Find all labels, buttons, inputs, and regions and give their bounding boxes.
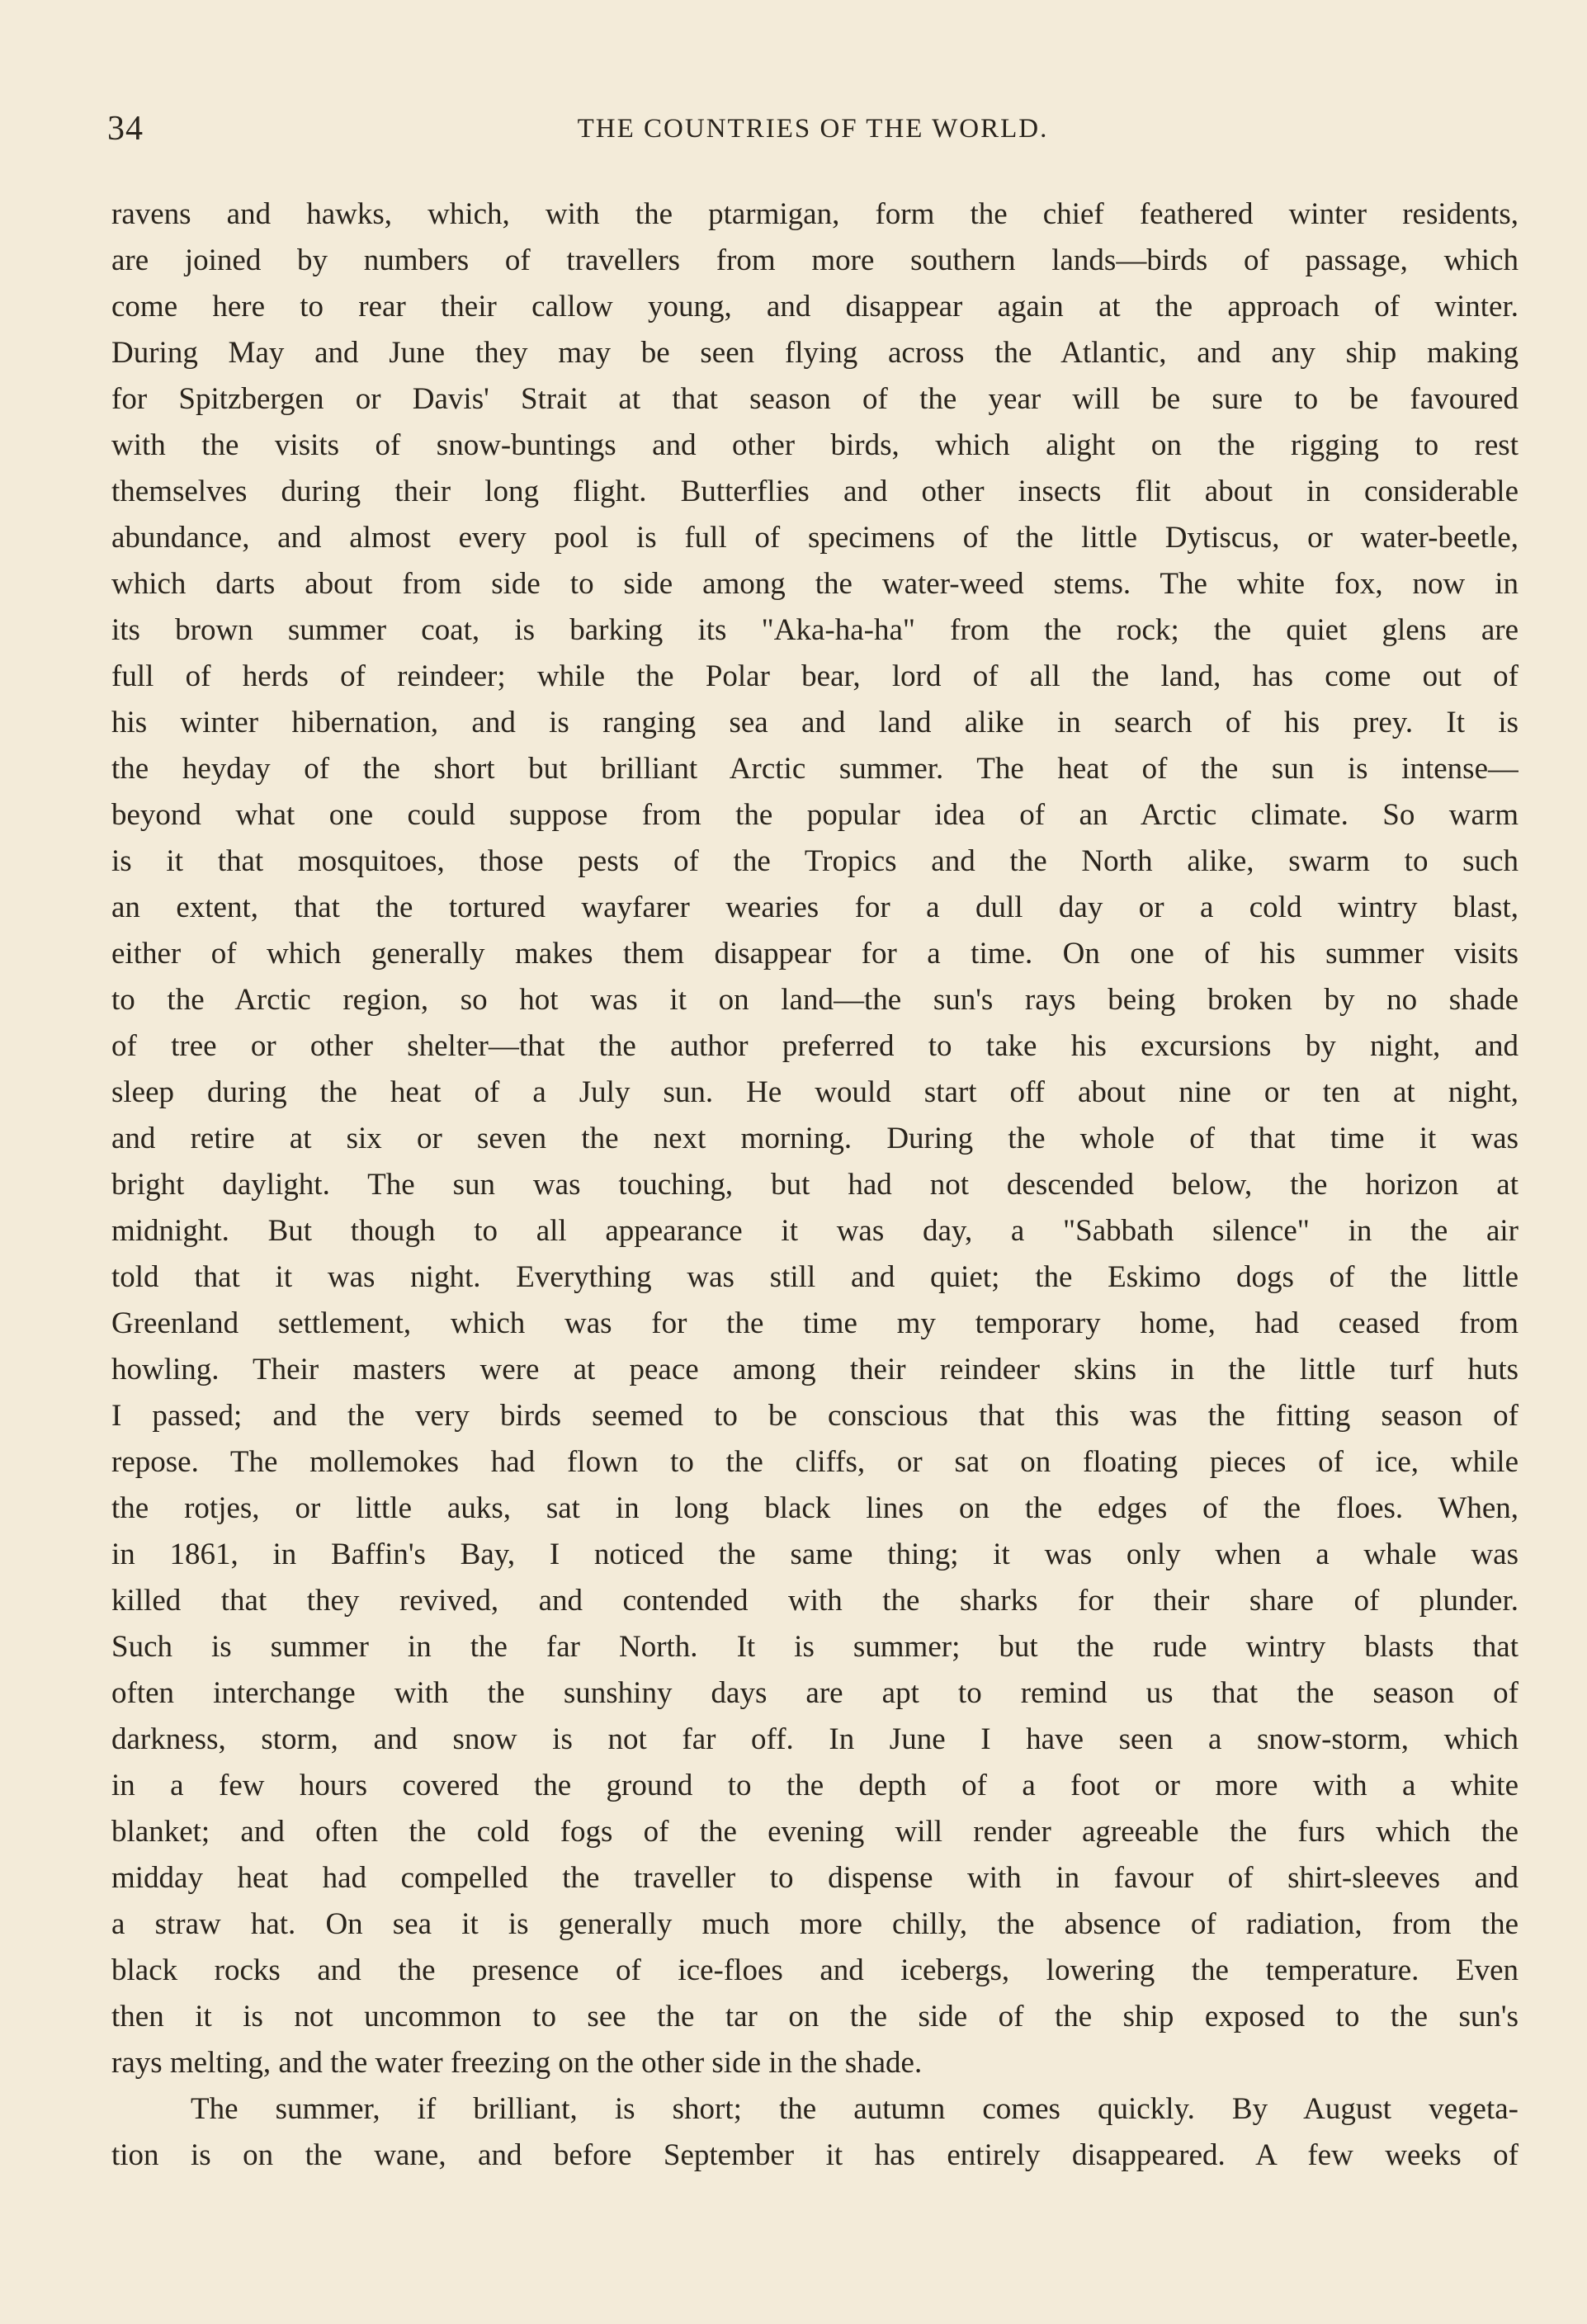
page-number: 34 <box>107 110 144 148</box>
text-line: midday heat had compelled the traveller to dispense with in favour of shirt-sleeves and <box>111 1861 1519 1895</box>
text-line: During May and June they may be seen flying across the Atlantic, and any ship making <box>111 336 1519 370</box>
text-line: for Spitzbergen or Davis' Strait at that season of the year will be sure to be favoured <box>111 382 1519 416</box>
text-line: themselves during their long flight. Butterflies and other insects flit about in considerable <box>111 475 1519 508</box>
text-line: is it that mosquitoes, those pests of the Tropics and the North alike, swarm to such <box>111 844 1519 878</box>
text-line: in a few hours covered the ground to the depth of a foot or more with a white <box>111 1769 1519 1802</box>
text-line: darkness, storm, and snow is not far off. In June I have seen a snow-storm, which <box>111 1722 1519 1756</box>
text-line: midnight. But though to all appearance it was day, a "Sabbath silence" in the air <box>111 1214 1519 1248</box>
text-line: howling. Their masters were at peace among their reindeer skins in the little turf huts <box>111 1353 1519 1386</box>
text-line: told that it was night. Everything was still and quiet; the Eskimo dogs of the little <box>111 1260 1519 1294</box>
text-line: its brown summer coat, is barking its "Aka-ha-ha" from the rock; the quiet glens are <box>111 613 1519 647</box>
text-line: bright daylight. The sun was touching, but had not descended below, the horizon at <box>111 1168 1519 1202</box>
text-line: black rocks and the presence of ice-floes and icebergs, lowering the temperature. Even <box>111 1953 1519 1987</box>
page-header <box>107 109 1519 158</box>
text-line: of tree or other shelter—that the author preferred to take his excursions by night, and <box>111 1029 1519 1063</box>
text-line: tion is on the wane, and before September it has entirely disappeared. A few weeks of <box>111 2138 1519 2172</box>
text-line: a straw hat. On sea it is generally much more chilly, the absence of radiation, from the <box>111 1907 1519 1941</box>
text-line: which darts about from side to side among the water-weed stems. The white fox, now in <box>111 567 1519 601</box>
text-line: Such is summer in the far North. It is summer; but the rude wintry blasts that <box>111 1630 1519 1664</box>
text-line: blanket; and often the cold fogs of the evening will render agreeable the furs which the <box>111 1815 1519 1849</box>
text-line: killed that they revived, and contended with the sharks for their share of plunder. <box>111 1584 1519 1618</box>
text-line: abundance, and almost every pool is full of specimens of the little Dytiscus, or water-beetle, <box>111 521 1519 555</box>
text-line: come here to rear their callow young, and disappear again at the approach of winter. <box>111 290 1519 324</box>
text-line: with the visits of snow-buntings and other birds, which alight on the rigging to rest <box>111 428 1519 462</box>
body-text <box>111 191 1519 2179</box>
text-line: repose. The mollemokes had flown to the cliffs, or sat on floating pieces of ice, while <box>111 1445 1519 1479</box>
text-line: his winter hibernation, and is ranging sea and land alike in search of his prey. It is <box>111 706 1519 739</box>
text-line: then it is not uncommon to see the tar on the side of the ship exposed to the sun's <box>111 2000 1519 2034</box>
text-line: ravens and hawks, which, with the ptarmigan, form the chief feathered winter residents, <box>111 197 1519 231</box>
text-line: the heyday of the short but brilliant Arctic summer. The heat of the sun is intense— <box>111 752 1519 786</box>
text-line: I passed; and the very birds seemed to be conscious that this was the fitting season of <box>111 1399 1519 1433</box>
text-line: often interchange with the sunshiny days are apt to remind us that the season of <box>111 1676 1519 1710</box>
text-line: in 1861, in Baffin's Bay, I noticed the same thing; it was only when a whale was <box>111 1538 1519 1571</box>
text-line: an extent, that the tortured wayfarer wearies for a dull day or a cold wintry blast, <box>111 890 1519 924</box>
text-line: and retire at six or seven the next morning. During the whole of that time it was <box>111 1122 1519 1155</box>
text-line: sleep during the heat of a July sun. He would start off about nine or ten at night, <box>111 1075 1519 1109</box>
text-line: full of herds of reindeer; while the Polar bear, lord of all the land, has come out of <box>111 659 1519 693</box>
running-title: THE COUNTRIES OF THE WORLD. <box>577 114 1049 144</box>
paragraph-end-line: rays melting, and the water freezing on the other side in the shade. <box>111 2046 923 2080</box>
text-line: beyond what one could suppose from the popular idea of an Arctic climate. So warm <box>111 798 1519 832</box>
text-line: to the Arctic region, so hot was it on land—the sun's rays being broken by no shade <box>111 983 1519 1017</box>
paragraph-start-line: The summer, if brilliant, is short; the autumn comes quickly. By August vegeta- <box>191 2092 1519 2126</box>
text-line: the rotjes, or little auks, sat in long black lines on the edges of the floes. When, <box>111 1491 1519 1525</box>
text-line: either of which generally makes them disappear for a time. On one of his summer visits <box>111 937 1519 971</box>
text-line: Greenland settlement, which was for the time my temporary home, had ceased from <box>111 1306 1519 1340</box>
text-line: are joined by numbers of travellers from more southern lands—birds of passage, which <box>111 243 1519 277</box>
